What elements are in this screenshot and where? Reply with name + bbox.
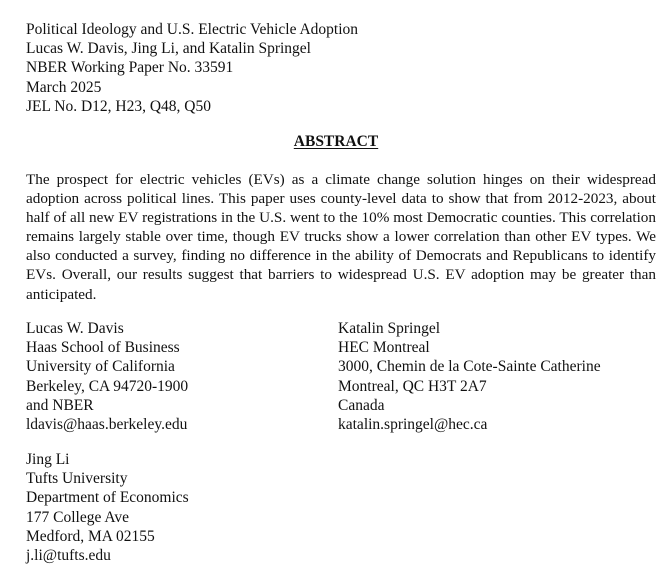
author-block-davis xyxy=(26,319,188,434)
author-affiliation-line: Montreal, QC H3T 2A7 xyxy=(338,377,487,395)
author-affiliation-line: HEC Montreal xyxy=(338,339,430,357)
author-affiliation-line: Berkeley, CA 94720-1900 xyxy=(26,377,189,395)
abstract-heading xyxy=(0,132,672,151)
author-affiliation-line: 3000, Chemin de la Cote-Sainte Catherine xyxy=(338,358,601,376)
paper-title: Political Ideology and U.S. Electric Vehicle Adoption xyxy=(26,21,359,38)
paper-series: NBER Working Paper No. 33591 xyxy=(26,59,234,77)
author-name: Katalin Springel xyxy=(338,320,441,337)
author-affiliation-line: Haas School of Business xyxy=(26,339,180,357)
author-affiliation-line: 177 College Ave xyxy=(26,508,130,526)
author-affiliation-line: Department of Economics xyxy=(26,489,189,507)
paper-authors: Lucas W. Davis, Jing Li, and Katalin Springel xyxy=(26,40,311,58)
abstract-heading-text: ABSTRACT xyxy=(293,133,379,150)
paper-date: March 2025 xyxy=(26,78,102,96)
author-email: katalin.springel@hec.ca xyxy=(338,416,488,434)
author-name: Lucas W. Davis xyxy=(26,320,124,337)
author-affiliation-line: Tufts University xyxy=(26,470,128,488)
paper-header xyxy=(26,20,358,116)
author-block-li xyxy=(26,450,189,565)
author-name: Jing Li xyxy=(26,451,70,468)
author-affiliation-line: University of California xyxy=(26,358,175,376)
author-email: j.li@tufts.edu xyxy=(26,547,111,565)
paper-jel-codes: JEL No. D12, H23, Q48, Q50 xyxy=(26,97,211,115)
author-affiliation-line: Medford, MA 02155 xyxy=(26,527,155,545)
author-affiliation-line: and NBER xyxy=(26,396,94,414)
author-email: ldavis@haas.berkeley.edu xyxy=(26,416,188,434)
abstract-text: The prospect for electric vehicles (EVs) as a climate change solution hinges on their widespread adoption across political lines. This paper uses county-level data to show that from 2012-2023, about half of all new EV registrations in the U.S. went to the 10% most Democratic counties. This correlation remains largely stable over time, though EV trucks show a lower correlation than other EV types. We also conducted a survey, finding no difference in the ability of Democrats and Republicans to identify EVs. Overall, our results suggest that barriers to widespread U.S. EV adoption may be greater than anticipated. xyxy=(26,171,656,303)
author-affiliation-line: Canada xyxy=(338,396,385,414)
author-block-springel xyxy=(338,319,601,434)
